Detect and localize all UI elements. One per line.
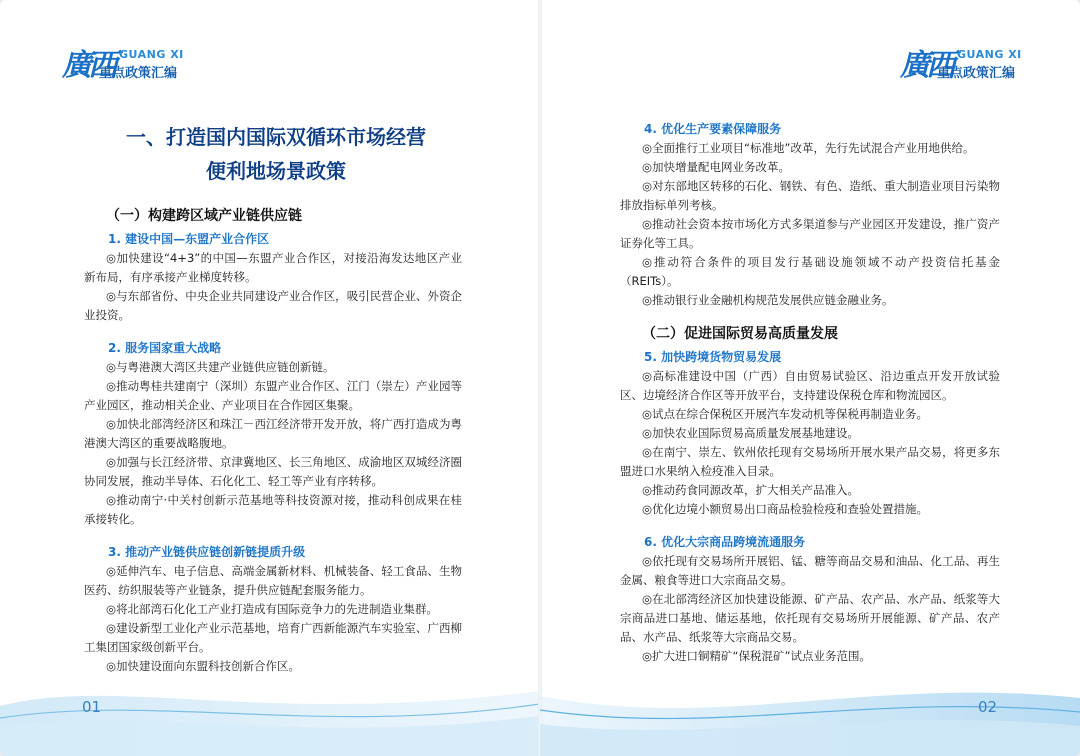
- policy-item: ◎延伸汽车、电子信息、高端金属新材料、机械装备、轻工食品、生物医药、纺织服装等产业链条，提升供应链配套服务能力。: [84, 564, 462, 597]
- right-content: [620, 120, 1000, 666]
- policy-item: ◎加快建设“4+3”的中国—东盟产业合作区，对接沿海发达地区产业新布局，有序承接产业梯度转移。: [84, 251, 462, 284]
- logo-subtitle: 重点政策汇编: [937, 66, 1016, 81]
- guangxi-logo: [62, 40, 192, 84]
- policy-item: ◎加快增量配电网业务改革。: [642, 160, 791, 174]
- logo-english: GUANG XI: [957, 48, 1022, 61]
- wave-decoration: [0, 636, 540, 756]
- policy-item: ◎在北部湾经济区加快建设能源、矿产品、农产品、水产品、纸浆等大宗商品进口基地、储运基地，依托现有交易场所开展能源、矿产品、农产品、水产品、纸浆等大宗商品交易。: [620, 592, 1000, 644]
- policy-item: ◎与东部省份、中央企业共同建设产业合作区，吸引民营企业、外资企业投资。: [84, 289, 462, 322]
- policy-item: ◎全面推行工业项目“标准地”改革，先行先试混合产业用地供给。: [642, 141, 975, 155]
- policy-item: ◎试点在综合保税区开展汽车发动机等保税再制造业务。: [642, 407, 929, 421]
- subsection-heading: 4. 优化生产要素保障服务: [644, 122, 782, 136]
- subsection-heading: 3. 推动产业链供应链创新链提质升级: [108, 545, 306, 559]
- logo-english: GUANG XI: [119, 48, 184, 61]
- title-line-1: 一、打造国内国际双循环市场经营: [126, 125, 426, 149]
- title-line-2: 便利地场景政策: [206, 159, 346, 183]
- policy-item: ◎推动粤桂共建南宁（深圳）东盟产业合作区、江门（崇左）产业园等产业园区，推动相关企业、产业项目在合作园区集聚。: [84, 379, 462, 412]
- policy-item: ◎加快建设面向东盟科技创新合作区。: [106, 659, 301, 673]
- subsection-heading: 1. 建设中国—东盟产业合作区: [108, 232, 270, 246]
- page-title: [106, 120, 446, 188]
- policy-item: ◎推动社会资本按市场化方式多渠道参与产业园区开发建设，推广资产证券化等工具。: [620, 217, 1000, 250]
- policy-item: ◎扩大进口铜精矿“保税混矿”试点业务范围。: [642, 649, 871, 663]
- policy-item: ◎推动银行业金融机构规范发展供应链金融业务。: [642, 293, 894, 307]
- left-content: [84, 206, 462, 676]
- policy-item: ◎在南宁、崇左、钦州依托现有交易场所开展水果产品交易，将更多东盟进口水果纳入检疫准入目录。: [620, 445, 1000, 478]
- subsection-heading: 5. 加快跨境货物贸易发展: [644, 350, 782, 364]
- page-number: 01: [82, 698, 102, 716]
- subsection-heading: 2. 服务国家重大战略: [108, 341, 222, 355]
- policy-item: ◎推动南宁·中关村创新示范基地等科技资源对接，推动科创成果在桂承接转化。: [84, 493, 462, 526]
- policy-item: ◎推动药食同源改革，扩大相关产品准入。: [642, 483, 860, 497]
- subsection-heading: 6. 优化大宗商品跨境流通服务: [644, 535, 806, 549]
- policy-item: ◎优化边境小额贸易出口商品检验检疫和查验处置措施。: [642, 502, 929, 516]
- policy-item: ◎依托现有交易场所开展铝、锰、糖等商品交易和油品、化工品、再生金属、粮食等进口大宗商品交易。: [620, 554, 1000, 587]
- section-heading: （二）促进国际贸易高质量发展: [642, 326, 838, 342]
- policy-item: ◎加快北部湾经济区和珠江－西江经济带开发开放，将广西打造成为粤港澳大湾区的重要战略腹地。: [84, 417, 462, 450]
- logo-mark: 廣西: [900, 48, 952, 83]
- logo-mark: 廣西: [62, 48, 114, 83]
- logo-subtitle: 重点政策汇编: [99, 66, 178, 81]
- policy-item: ◎对东部地区转移的石化、钢铁、有色、造纸、重大制造业项目污染物排放指标单列考核。: [620, 179, 1000, 212]
- guangxi-logo: [900, 40, 1030, 84]
- policy-item: ◎建设新型工业化产业示范基地，培育广西新能源汽车实验室、广西柳工集团国家级创新平台。: [84, 621, 462, 654]
- policy-item: ◎将北部湾石化化工产业打造成有国际竞争力的先进制造业集群。: [106, 602, 439, 616]
- policy-item: ◎加强与长江经济带、京津冀地区、长三角地区、成渝地区双城经济圈协同发展，推动半导体、石化化工、轻工等产业有序转移。: [84, 455, 462, 488]
- policy-item: ◎加快农业国际贸易高质量发展基地建设。: [642, 426, 860, 440]
- section-heading: （一）构建跨区域产业链供应链: [106, 208, 302, 224]
- wave-decoration: [540, 636, 1080, 756]
- page-number: 02: [978, 698, 998, 716]
- policy-item: ◎推动符合条件的项目发行基础设施领域不动产投资信托基金（REITs）。: [620, 255, 1000, 288]
- right-page: [540, 0, 1080, 756]
- policy-item: ◎高标准建设中国（广西）自由贸易试验区、沿边重点开发开放试验区、边境经济合作区等开放平台，支持建设保税仓库和物流园区。: [620, 369, 1000, 402]
- policy-item: ◎与粤港澳大湾区共建产业链供应链创新链。: [106, 360, 335, 374]
